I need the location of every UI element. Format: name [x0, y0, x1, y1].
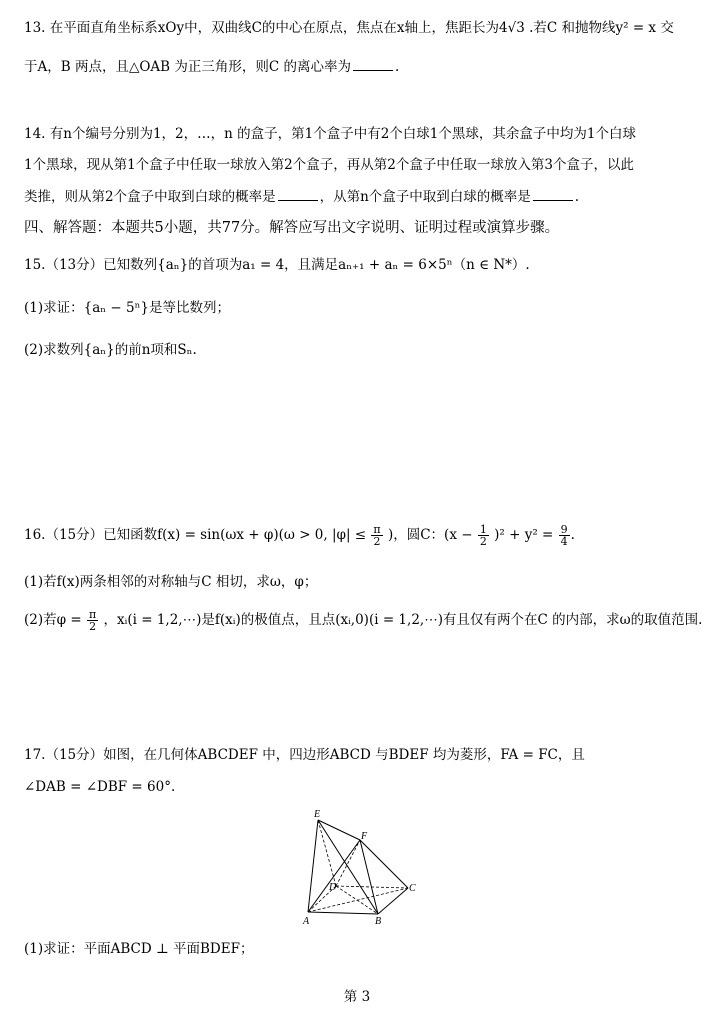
- q14-line1: 14. 有n个编号分别为1，2，…，n 的盒子，第1个盒子中有2个白球1个黑球，其余盒子中均为1个白球: [24, 126, 636, 142]
- edge-AB: [308, 912, 378, 914]
- q16-half-num: 1: [479, 523, 487, 536]
- q14-line2: 1个黑球，现从第1个盒子中任取一球放入第2个盒子，再从第2个盒子中任取一球放入第3个盒子，以此: [24, 157, 634, 173]
- label-A: A: [303, 916, 310, 926]
- q15-stem: 15.（13分）已知数列{aₙ}的首项为a₁ = 4，且满足aₙ₊₁ + aₙ = 6×5ⁿ（n ∈ N*）.: [24, 257, 530, 273]
- q14-line3b: ，从第n个盒子中取到白球的概率是: [319, 189, 531, 205]
- q16-stem-c: )² + y² =: [494, 527, 554, 543]
- q16-pi: π: [373, 523, 381, 536]
- q16-half-den: 2: [479, 535, 487, 548]
- q14-blank-2: [533, 186, 573, 201]
- section-heading: 四、解答题：本题共5小题，共77分。解答应写出文字说明、证明过程或演算步骤。: [24, 220, 560, 236]
- q16-part2: [24, 609, 702, 632]
- q13-line2-text: 于A，B 两点，且△OAB 为正三角形，则C 的离心率为: [24, 59, 351, 75]
- label-E: E: [314, 809, 321, 820]
- q16-two: 2: [373, 535, 381, 548]
- q16-stem: [24, 524, 575, 547]
- q16-r-den: 4: [560, 535, 568, 548]
- edge-DE: [318, 820, 336, 886]
- q16-phi-two: 2: [89, 620, 97, 633]
- q16-stem-d: .: [570, 527, 575, 543]
- edge-FB: [360, 840, 378, 914]
- edge-EA: [308, 820, 318, 912]
- edge-DF: [336, 840, 360, 886]
- q16-p2b: ，xᵢ(i = 1,2,⋯)是f(xᵢ)的极值点，且点(xᵢ,0)(i = 1,2,⋯)有且仅有两个在C 的内部，求ω的取值范围.: [103, 612, 703, 628]
- q17-line1: 17.（15分）如图，在几何体ABCDEF 中，四边形ABCD 与BDEF 均为菱形，FA = FC，且: [24, 747, 585, 763]
- q16-pi-over-2: [371, 524, 382, 547]
- q13-answer-blank: [353, 56, 393, 71]
- q16-phi-value: [87, 609, 98, 632]
- edge-FC: [360, 840, 408, 888]
- q14-line3a: 类推，则从第2个盒子中取到白球的概率是: [24, 189, 276, 205]
- q13-line2: 于A，B 两点，且△OAB 为正三角形，则C 的离心率为 .: [24, 56, 399, 77]
- label-D: D: [329, 882, 337, 893]
- label-F: F: [361, 831, 368, 842]
- q16-part1: (1)若f(x)两条相邻的对称轴与C 相切，求ω，φ；: [24, 574, 318, 590]
- q16-half: [478, 524, 489, 547]
- q16-p2a: (2)若φ =: [24, 612, 82, 628]
- q14-blank-1: [278, 186, 318, 201]
- q15-part2: (2)求数列{aₙ}的前n项和Sₙ.: [24, 342, 197, 358]
- q16-stem-a: 16.（15分）已知函数f(x) = sin(ωx + φ)(ω > 0, |φ| ≤: [24, 527, 367, 543]
- geometry-figure: [298, 808, 416, 926]
- q17-part1: (1)求证：平面ABCD ⊥ 平面BDEF；: [24, 941, 254, 957]
- q14-line3: 类推，则从第2个盒子中取到白球的概率是 ，从第n个盒子中取到白球的概率是 .: [24, 186, 579, 207]
- q16-r-num: 9: [560, 523, 568, 536]
- page-footer: 第 3: [343, 989, 371, 1005]
- q16-stem-b: )，圆C：(x −: [387, 527, 473, 543]
- label-B: B: [375, 916, 382, 926]
- q16-phi-pi: π: [88, 608, 97, 621]
- label-C: C: [409, 883, 416, 894]
- q13-line1: 13. 在平面直角坐标系xOy中，双曲线C的中心在原点，焦点在x轴上，焦距长为4√3 .若C 和抛物线y² = x 交: [24, 20, 674, 36]
- q16-radius-sq: [559, 524, 570, 547]
- q15-part1: (1)求证：{aₙ − 5ⁿ}是等比数列；: [24, 300, 231, 316]
- q17-line2: ∠DAB = ∠DBF = 60°.: [24, 779, 176, 795]
